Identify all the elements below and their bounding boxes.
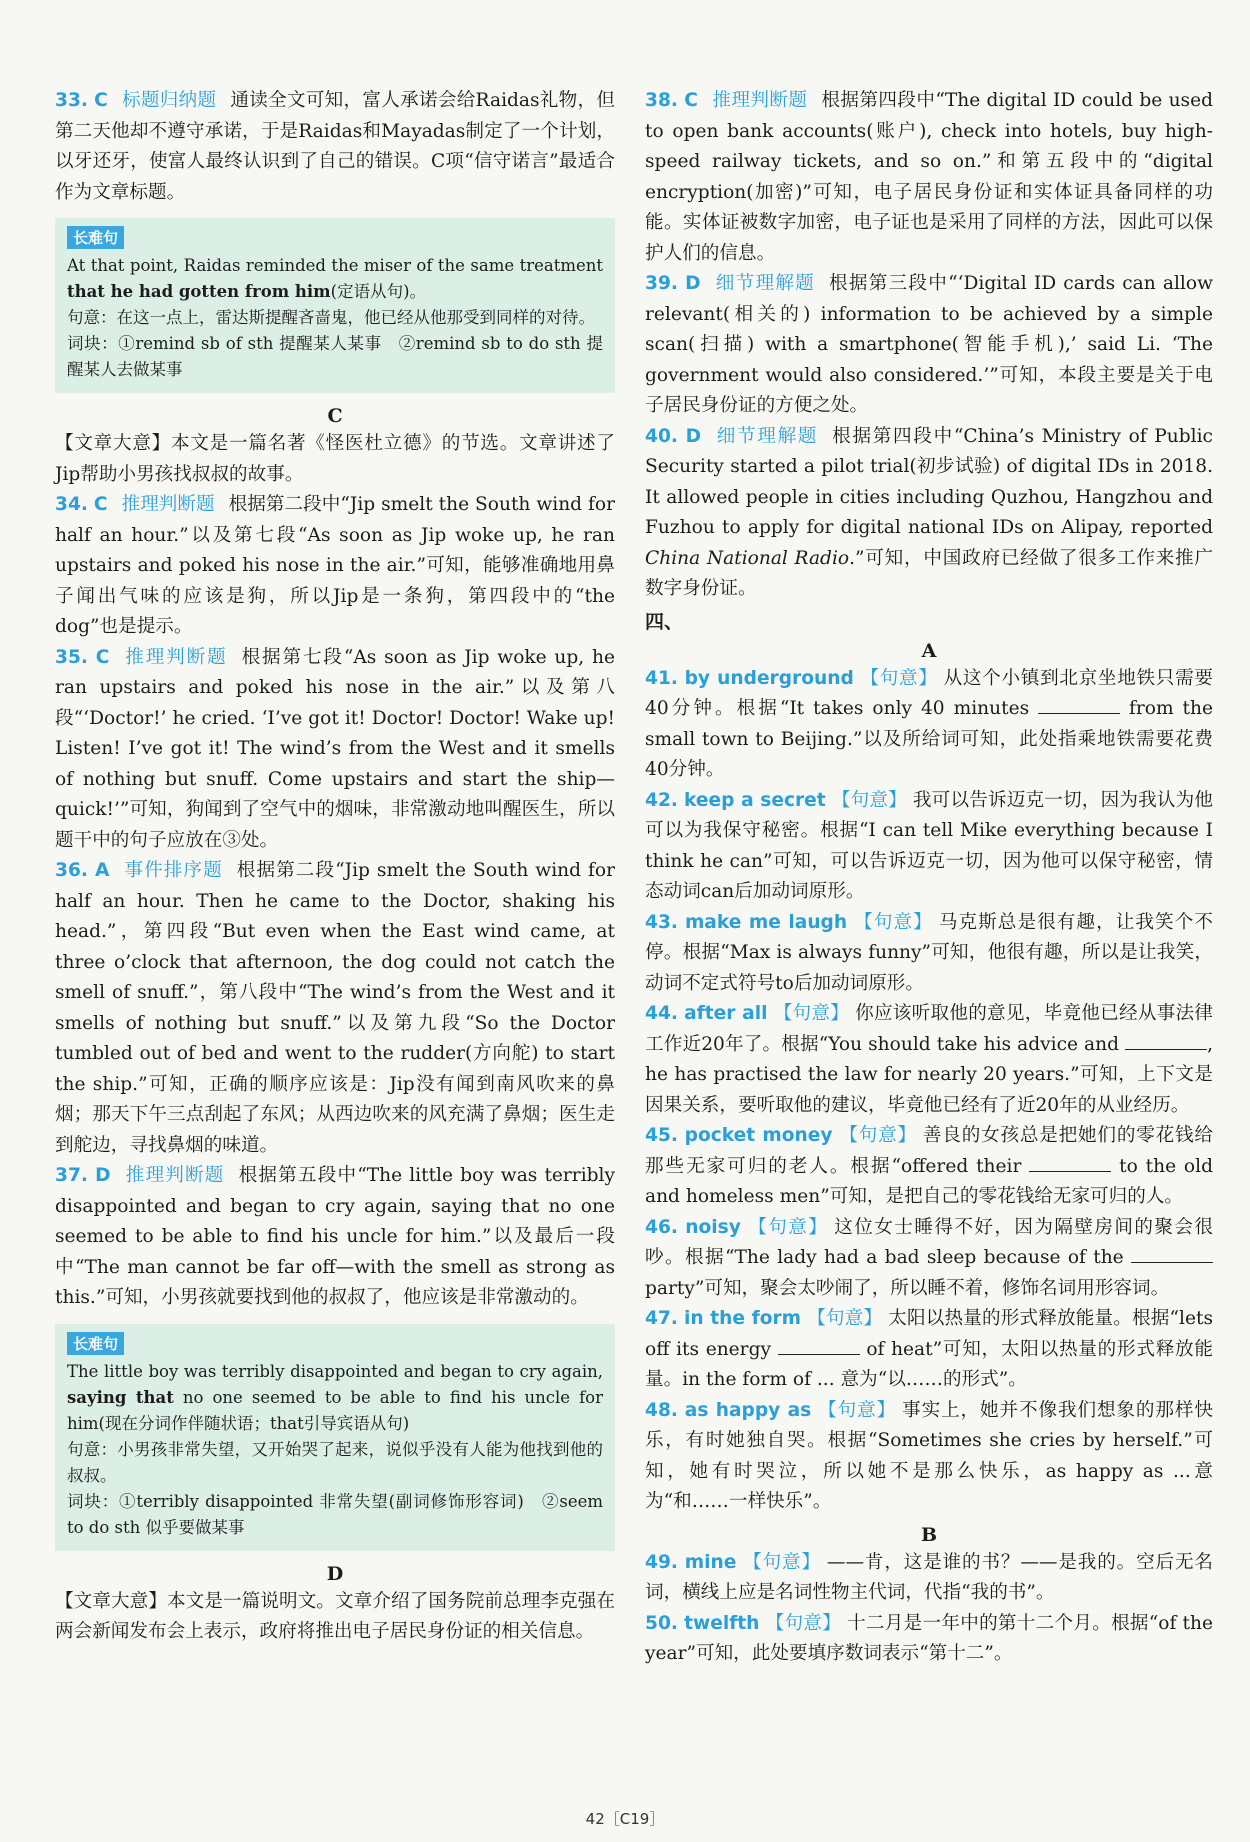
explanation: 根据第二段中“Jip smelt the South wind for half an hour.”以及第七段“As soon as Jip woke up, he ran upstairs and poked his nose in the air.”可知，能够准确地用鼻子闻出气味的应该是狗，所以Jip是一条狗，第四段中的“the dog”也是提示。 (55, 494, 615, 637)
question-number: 49. (645, 1551, 678, 1573)
summary: 【文章大意】本文是一篇说明文。文章介绍了国务院前总理李克强在两会新闻发布会上表示，政府将推出电子居民身份证的相关信息。 (55, 1590, 615, 1642)
question-number: 38. (645, 90, 678, 111)
vocab: 词块：①remind sb of sth 提醒某人某事 ②remind sb to do sth 提醒某人去做某事 (67, 334, 603, 379)
sentence-note: (定语从句)。 (330, 282, 427, 301)
answer-word: pocket money (684, 1125, 833, 1146)
answer-word: make me laugh (684, 911, 848, 933)
vocab: 词块：①terribly disappointed 非常失望(副词修饰形容词) ②seem to do sth 似乎要做某事 (67, 1491, 603, 1537)
meaning-tag: 【句意】 (765, 1612, 842, 1634)
question-number: 48. (645, 1399, 678, 1421)
question-number: 33. (55, 90, 88, 111)
sentence (67, 1359, 603, 1437)
answer-word: mine (684, 1551, 737, 1573)
answer-44 (645, 999, 1213, 1121)
explanation-tail: , he has practised the law for nearly 20 years.”可知，上下文是因果关系，要听取他的建议，毕竟他已经有了近20年的从业经历。 (645, 1033, 1213, 1116)
explanation: 根据第五段中“The little boy was terribly disappointed and began to cry again, saying that no one seemed to be able to find his uncle for him.”以及最后一段中“The man cannot be far off—with the smell as strong as this.”可知，小男孩就要找到他的叔叔了，他应该是非常激动的。 (55, 1165, 615, 1308)
explanation: 根据第二段“Jip smelt the South wind for half an hour. Then he came to the Doctor, shaking his head.”，第四段“But even when the East wind came, at three o’clock that afternoon, the dog could not catch the smell of snuff.”，第八段中“The wind’s from the West and it smells of nothing but snuff.”以及第九段“So the Doctor tumbled out of bed and went to the rudder(方向舵) to start the ship.”可知，正确的顺序应该是：Jip没有闻到南风吹来的鼻烟；那天下午三点刮起了东风；从西边吹来的风充满了鼻烟；医生走到舵边，寻找鼻烟的味道。 (55, 860, 615, 1156)
answer-letter: D (685, 425, 701, 447)
answer-letter: C (95, 646, 110, 668)
explanation: 太阳以热量的形式释放能量。根据“lets off its energy (645, 1308, 1213, 1360)
meaning: 句意：小男孩非常失望，又开始哭了起来，说似乎没有人能为他找到他的叔叔。 (67, 1439, 603, 1485)
answer-word: keep a secret (684, 789, 826, 811)
section-heading: C (327, 405, 343, 427)
meaning-tag: 【句意】 (742, 1551, 821, 1573)
meaning-tag: 【句意】 (859, 667, 938, 689)
explanation: 根据第三段中“‘Digital ID cards can allow relevant(相关的) information to be achieved by a simple scan(扫描) with a smartphone(智能手机),’ said Li. ‘The government would also considered.’”可知，本段主要是关于电子居民身份证的方便之处。 (645, 273, 1213, 416)
answer-letter: A (94, 860, 110, 881)
explanation-tail: .”可知，中国政府已经做了很多工作来推广数字身份证。 (645, 547, 1214, 599)
blank-line (1125, 1048, 1207, 1050)
question-number: 46. (645, 1216, 678, 1238)
answer-47 (645, 1304, 1213, 1396)
question-type: 推理判断题 (124, 1165, 225, 1186)
answer-37 (55, 1161, 615, 1314)
left-column (55, 86, 615, 1648)
box-label: 长难句 (67, 1332, 124, 1355)
sentence (67, 253, 603, 305)
question-type: 标题归纳题 (121, 90, 217, 111)
answer-50 (645, 1609, 1213, 1670)
answer-36 (55, 856, 615, 1161)
sentence-bold: that he had gotten from him (67, 282, 331, 301)
answer-letter: D (685, 273, 701, 294)
source-name: China National Radio (645, 547, 850, 569)
sentence-part: no one seemed to be able to find his uncle for him(现在分词作伴随状语；that引导宾语从句) (67, 1387, 603, 1433)
section-heading: B (920, 1523, 938, 1546)
answer-word: twelfth (684, 1612, 760, 1634)
question-number: 47. (645, 1308, 678, 1329)
question-number: 45. (645, 1125, 678, 1146)
answer-word: in the form (684, 1308, 802, 1329)
question-type: 推理判断题 (711, 90, 808, 111)
blank-line (778, 1353, 860, 1355)
answer-46 (645, 1213, 1213, 1305)
answer-48 (645, 1396, 1213, 1518)
question-number: 44. (645, 1003, 678, 1024)
explanation: 事实上，她并不像我们想象的那样快乐，有时她独自哭。根据“Sometimes she cries by herself.”可知，她有时哭泣，所以她不是那么快乐，as happy as ...意为“和……一样快乐”。 (645, 1399, 1213, 1512)
answer-45 (645, 1121, 1213, 1213)
question-number: 34. (55, 494, 88, 515)
answer-letter: C (94, 90, 108, 111)
answer-35 (55, 643, 615, 857)
question-number: 35. (55, 646, 88, 668)
meaning-tag: 【句意】 (817, 1399, 897, 1421)
meaning-tag: 【句意】 (807, 1308, 883, 1329)
right-column (645, 86, 1213, 1670)
question-type: 推理判断题 (123, 646, 228, 668)
section-heading: D (326, 1562, 344, 1585)
question-type: 推理判断题 (121, 494, 215, 515)
explanation: 你应该听取他的意见，毕竟他已经从事法律工作近20年了。根据“You should take his advice and (645, 1003, 1213, 1055)
box-label: 长难句 (67, 226, 124, 249)
answer-40 (645, 422, 1213, 605)
explanation: 这位女士睡得不好，因为隔壁房间的聚会很吵。根据“The lady had a bad sleep because of the (645, 1216, 1213, 1268)
answer-letter: D (95, 1165, 111, 1186)
answer-42 (645, 786, 1213, 908)
question-number: 41. (645, 667, 678, 689)
question-number: 42. (645, 789, 678, 811)
summary: 【文章大意】本文是一篇名著《怪医杜立德》的节选。文章讲述了Jip帮助小男孩找叔叔的故事。 (55, 433, 615, 485)
meaning-tag: 【句意】 (746, 1216, 829, 1238)
explanation: 马克斯总是很有趣，让我笑个不停。根据“Max is always funny”可知，他很有趣，所以是让我笑，动词不定式符号to后加动词原形。 (645, 911, 1213, 994)
explanation-tail: from the small town to Beijing.”以及所给词可知，此处指乘地铁需要花费40分钟。 (645, 698, 1213, 780)
question-number: 50. (645, 1612, 678, 1634)
explanation: 十二月是一年中的第十二个月。根据“of the year”可知，此处要填序数词表示“第十二”。 (645, 1612, 1213, 1664)
explanation: 根据第四段中“China’s Ministry of Public Security started a pilot trial(初步试验) of digital IDs in 2018. It allowed people in cities including Quzhou, Hangzhou and Fuzhou to apply for digital national IDs on Alipay, reported (645, 425, 1213, 538)
meaning: 句意：在这一点上，雷达斯提醒吝啬鬼，他已经从他那受到同样的对待。 (67, 308, 595, 327)
answer-49 (645, 1548, 1213, 1609)
question-number: 40. (645, 425, 678, 447)
sentence-bold: saying that (67, 1387, 174, 1407)
answer-33 (55, 86, 615, 208)
meaning-tag: 【句意】 (838, 1125, 917, 1146)
question-number: 36. (55, 860, 88, 881)
question-number: 43. (645, 911, 678, 933)
explanation: 通读全文可知，富人承诺会给Raidas礼物，但第二天他却不遵守承诺，于是Raidas和Mayadas制定了一个计划，以牙还牙，使富人最终认识到了自己的错误。C项“信守诺言”最适合作为文章标题。 (55, 90, 615, 203)
section-heading: A (921, 639, 937, 662)
part-heading: 四、 (645, 610, 684, 633)
sentence-part: At that point, Raidas reminded the miser of the same treatment (67, 256, 603, 275)
answer-39 (645, 269, 1213, 422)
answer-41 (645, 664, 1213, 786)
answer-43 (645, 908, 1213, 1000)
answer-word: noisy (685, 1216, 741, 1238)
explanation: 根据第四段中“The digital ID could be used to open bank accounts(账户), check into hotels, buy high-speed railway tickets, and so on.”和第五段中的“digital encryption(加密)”可知，电子居民身份证和实体证具备同样的功能。实体证被数字加密，电子证也是采用了同样的方法，因此可以保护人们的信息。 (645, 90, 1214, 264)
sentence-part: The little boy was terribly disappointed and began to cry again, (67, 1361, 603, 1381)
answer-word: as happy as (684, 1399, 812, 1421)
question-number: 39. (645, 273, 678, 294)
question-type: 事件排序题 (123, 860, 223, 881)
page-number: 42［C19］ (585, 1810, 665, 1828)
blank-line (1029, 1170, 1111, 1172)
explanation: 从这个小镇到北京坐地铁只需要40分钟。根据“It takes only 40 minutes (645, 667, 1213, 719)
answer-word: after all (684, 1003, 768, 1024)
question-type: 细节理解题 (714, 273, 816, 294)
meaning-tag: 【句意】 (831, 789, 907, 811)
answer-letter: C (93, 494, 108, 515)
long-sentence-box (55, 218, 615, 393)
meaning-tag: 【句意】 (773, 1003, 850, 1024)
explanation: 我可以告诉迈克一切，因为我认为他可以为我保守秘密。根据“I can tell Mike everything because I think he can”可知，可以告诉迈克一切，因为他可以保守秘密，情态动词can后加动词原形。 (645, 789, 1213, 902)
meaning-tag: 【句意】 (853, 911, 933, 933)
question-type: 细节理解题 (715, 425, 819, 447)
answer-word: by underground (684, 667, 854, 689)
explanation: 善良的女孩总是把她们的零花钱给那些无家可归的老人。根据“offered their (645, 1125, 1213, 1177)
answer-letter: C (684, 90, 698, 111)
explanation-tail: of heat”可知，太阳以热量的形式释放能量。in the form of ... 意为“以……的形式”。 (645, 1338, 1214, 1390)
answer-34 (55, 490, 615, 643)
answer-38 (645, 86, 1213, 269)
explanation-tail: party”可知，聚会太吵闹了，所以睡不着，修饰名词用形容词。 (645, 1277, 1170, 1299)
blank-line (1131, 1261, 1213, 1263)
question-number: 37. (55, 1165, 88, 1186)
explanation: 根据第七段“As soon as Jip woke up, he ran upstairs and poked his nose in the air.”以及第八段“‘Doctor!’ he cried. ‘I’ve got it! Doctor! Doctor! Wake up! Listen! I’ve got it! The wind’s from the West and it smells of nothing but snuff. Come upstairs and start the ship—quick!’”可知，狗闻到了空气中的烟味，非常激动地叫醒医生，所以题干中的句子应放在③处。 (55, 646, 615, 851)
blank-line (1038, 712, 1120, 714)
long-sentence-box (55, 1324, 615, 1551)
explanation: ——肯，这是谁的书？——是我的。空后无名词，横线上应是名词性物主代词，代指“我的书”。 (645, 1551, 1213, 1603)
explanation-tail: to the old and homeless men”可知，是把自己的零花钱给无家可归的人。 (645, 1155, 1213, 1207)
